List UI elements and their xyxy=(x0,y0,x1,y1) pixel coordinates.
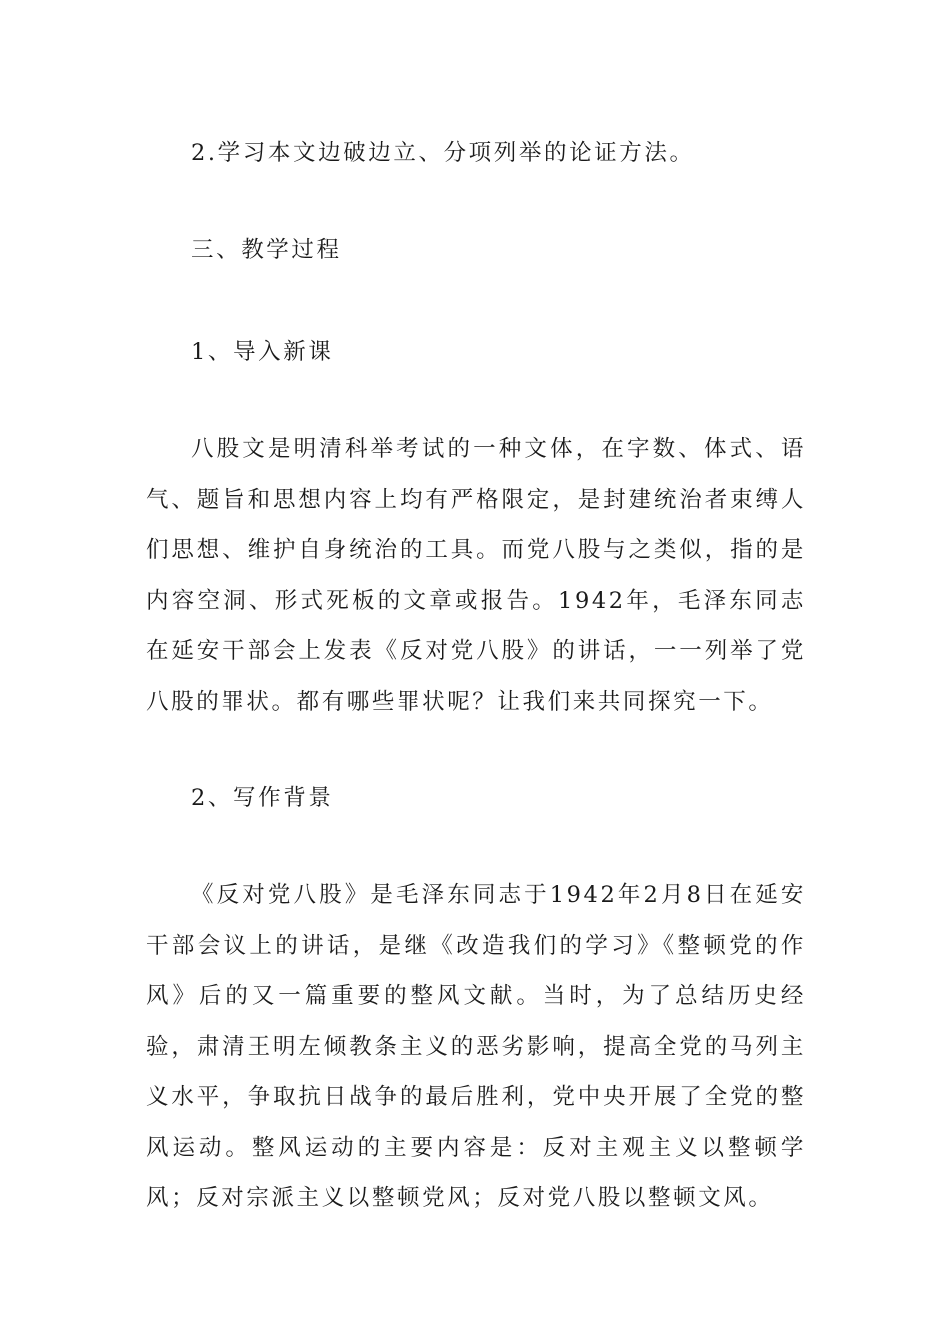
paragraph-introduction: 八股文是明清科举考试的一种文体，在字数、体式、语气、题旨和思想内容上均有严格限定，是封建统治者束缚人们思想、维护自身统治的工具。而党八股与之类似，指的是内容空洞、形式死板的文章或报告。1942年，毛泽东同志在延安干部会上发表《反对党八股》的讲话，一一列举了党八股的罪状。都有哪些罪状呢？让我们来共同探究一下。 xyxy=(146,436,806,715)
step-heading-introduction: 1、导入新课 xyxy=(191,339,334,365)
step-heading-background: 2、写作背景 xyxy=(191,785,334,811)
objective-item-2: 2.学习本文边破边立、分项列举的论证方法。 xyxy=(191,140,695,166)
paragraph-background: 《反对党八股》是毛泽东同志于1942年2月8日在延安干部会议上的讲话，是继《改造我们的学习》《整顿党的作风》后的又一篇重要的整风文献。当时，为了总结历史经验，肃清王明左倾教条主义的恶劣影响，提高全党的马列主义水平，争取抗日战争的最后胜利，党中央开展了全党的整风运动。整风运动的主要内容是：反对主观主义以整顿学风；反对宗派主义以整顿党风；反对党八股以整顿文风。 xyxy=(146,882,806,1211)
section-heading-teaching-process: 三、教学过程 xyxy=(191,237,342,263)
